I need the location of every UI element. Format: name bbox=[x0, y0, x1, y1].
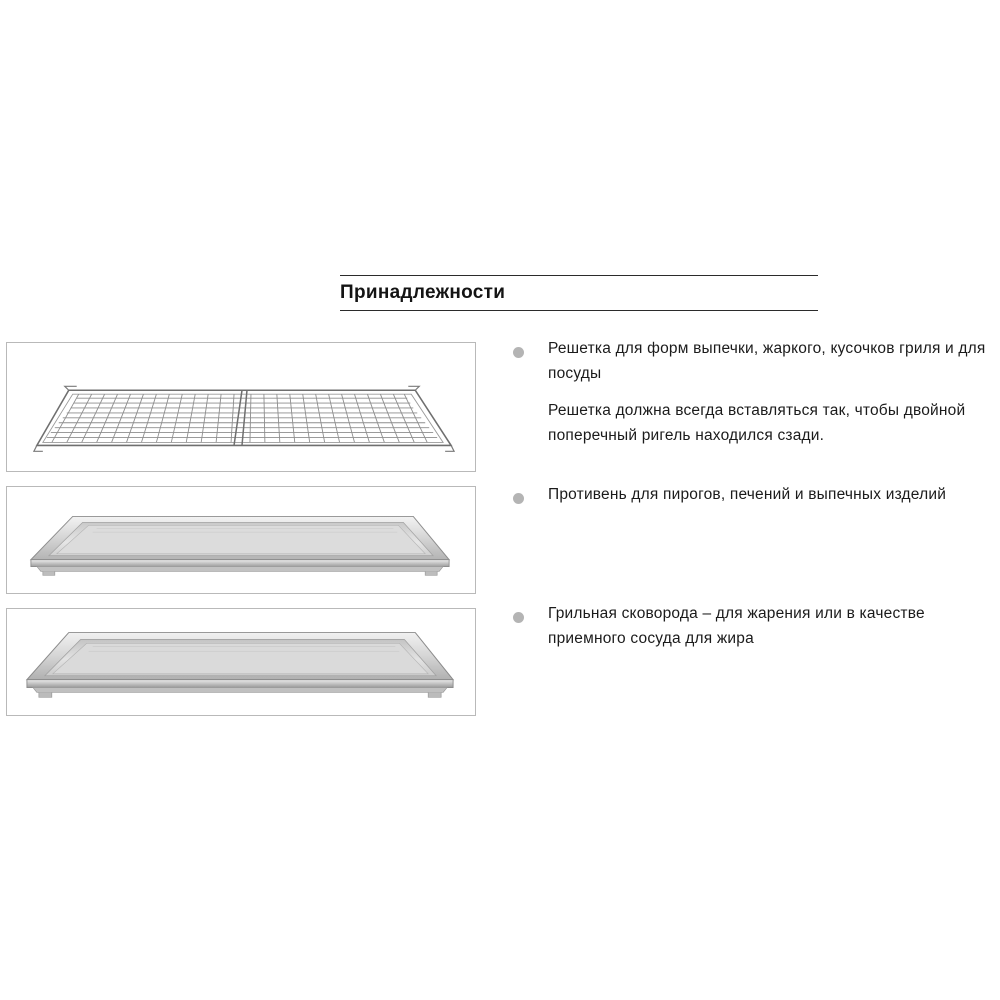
bullet-dot-icon bbox=[513, 612, 524, 623]
illustration-frame-wire-rack bbox=[6, 342, 476, 472]
bullet-dot-icon bbox=[513, 347, 524, 358]
title-rule-bottom bbox=[340, 310, 818, 311]
rack-note-paragraph: Решетка должна всегда вставляться так, чтобы двойной поперечный ригель находился сзади. bbox=[548, 402, 966, 445]
grill-pan-icon bbox=[7, 609, 475, 715]
list-item bbox=[513, 482, 988, 507]
list-item bbox=[513, 336, 988, 386]
list-item-text: Решетка для форм выпечки, жаркого, кусочков гриля и для посуды bbox=[548, 340, 986, 383]
list-item-text: Грильная сковорода – для жарения или в качестве приемного сосуда для жира bbox=[548, 605, 925, 648]
list-item-text: Противень для пирогов, печений и выпечных изделий bbox=[548, 486, 947, 503]
page-title-block bbox=[340, 275, 818, 311]
illustration-frame-baking-tray bbox=[6, 486, 476, 594]
bullet-dot-icon bbox=[513, 493, 524, 504]
list-item bbox=[513, 601, 1000, 651]
page-title: Принадлежности bbox=[340, 282, 506, 303]
baking-tray-icon bbox=[7, 487, 475, 593]
illustration-frame-grill-pan bbox=[6, 608, 476, 716]
wire-rack-icon bbox=[7, 343, 475, 471]
